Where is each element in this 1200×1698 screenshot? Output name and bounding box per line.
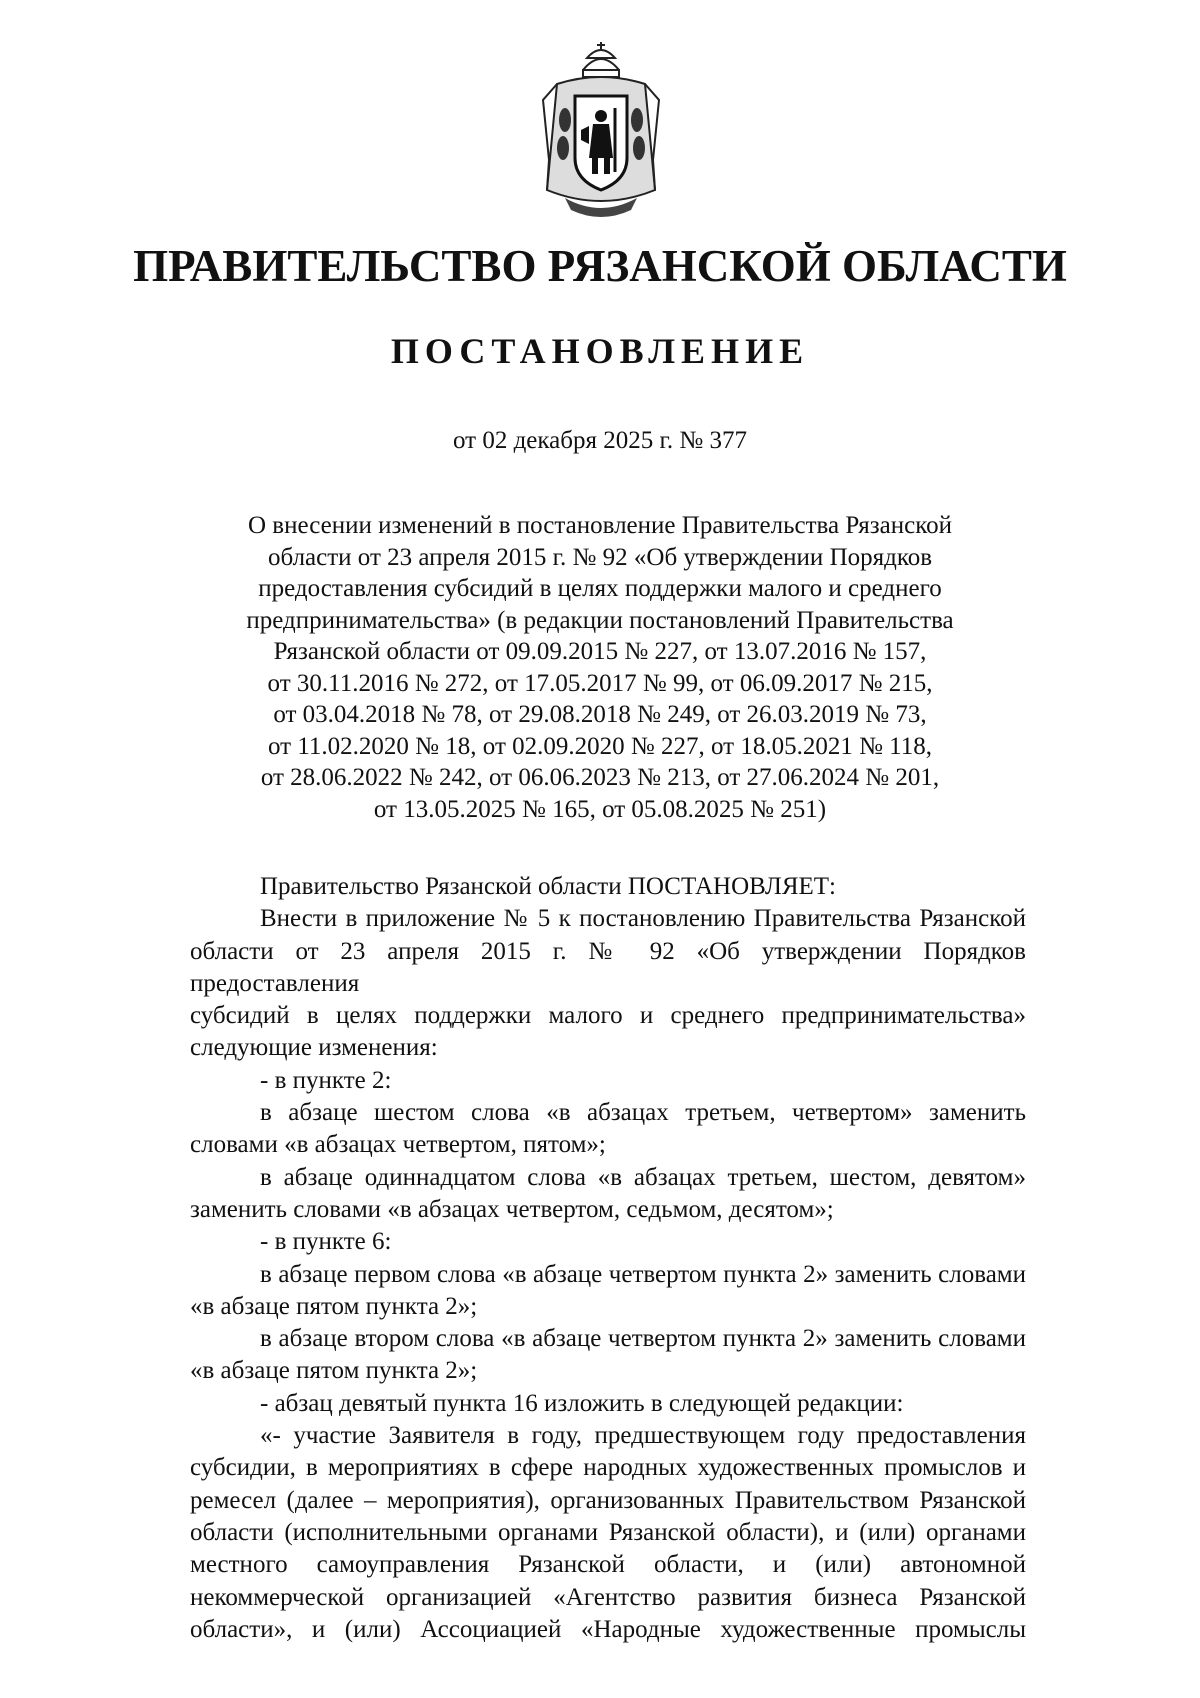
- subject-line: от 13.05.2025 № 165, от 05.08.2025 № 251): [373, 795, 827, 823]
- body-line: заменить словами «в абзацах четвертом, седьмом, десятом»;: [190, 1195, 834, 1223]
- subject-line: Рязанской области от 09.09.2015 № 227, от 13.07.2016 № 157,: [273, 638, 927, 665]
- body-line: в абзаце втором слова «в абзаце четвертом пункта 2» заменить словами: [260, 1325, 1026, 1353]
- subject-line: предпринимательства» (в редакции постановлений Правительства: [246, 606, 954, 634]
- body-line: субсидий в целях поддержки малого и среднего предпринимательства»: [190, 1002, 1026, 1030]
- body-line: области от 23 апреля 2015 г. № 92 «Об утверждении Порядков предоставления: [190, 937, 1026, 997]
- body-line: «в абзаце пятом пункта 2»;: [190, 1292, 478, 1320]
- body-line: «- участие Заявителя в году, предшествующем году предоставления: [260, 1422, 1026, 1450]
- subject-line: О внесении изменений в постановление Правительства Рязанской: [247, 512, 952, 539]
- document-date-number: от 02 декабря 2025 г. № 377: [452, 427, 748, 454]
- subject-line: области от 23 апреля 2015 г. № 92 «Об утверждении Порядков: [267, 543, 933, 571]
- body-paragraph: - в пункте 6:: [260, 1228, 392, 1256]
- body-line: в абзаце одиннадцатом слова «в абзацах третьем, шестом, девятом»: [260, 1163, 1026, 1191]
- body-line: субсидии, в мероприятиях в сфере народных художественных промыслов и: [190, 1454, 1026, 1482]
- body-line: «в абзаце пятом пункта 2»;: [190, 1357, 478, 1385]
- body-line: области (исполнительными органами Рязанской области), и (или) органами: [190, 1518, 1026, 1546]
- body-paragraph: - в пункте 2:: [260, 1066, 392, 1094]
- body-line: ремесел (далее – мероприятия), организованных Правительством Рязанской: [190, 1486, 1026, 1514]
- body-line: в абзаце шестом слова «в абзацах третьем, четвертом» заменить: [260, 1099, 1026, 1127]
- subject-line: от 11.02.2020 № 18, от 02.09.2020 № 227, от 18.05.2021 № 118,: [268, 732, 932, 760]
- body-line: местного самоуправления Рязанской области, и (или) автономной: [190, 1551, 1026, 1579]
- body-line: в абзаце первом слова «в абзаце четвертом пункта 2» заменить словами: [260, 1260, 1026, 1288]
- body-line: области», и (или) Ассоциацией «Народные художественные промыслы: [190, 1615, 1026, 1643]
- subject-line: от 28.06.2022 № 242, от 06.06.2023 № 213, от 27.06.2024 № 201,: [260, 764, 940, 791]
- document-type: ПОСТАНОВЛЕНИЕ: [390, 331, 810, 371]
- document-body: [190, 871, 1026, 1646]
- document-subject: [180, 510, 1020, 825]
- subject-line: предоставления субсидий в целях поддержки малого и среднего: [258, 575, 942, 602]
- subject-line: от 03.04.2018 № 78, от 29.08.2018 № 249, от 26.03.2019 № 73,: [273, 701, 927, 728]
- body-paragraph: - абзац девятый пункта 16 изложить в следующей редакции:: [260, 1389, 904, 1417]
- body-line: словами «в абзацах четвертом, пятом»;: [190, 1131, 606, 1159]
- coat-of-arms-emblem: [535, 40, 667, 225]
- body-line: Внести в приложение № 5 к постановлению Правительства Рязанской: [260, 905, 1026, 933]
- organization-title: ПРАВИТЕЛЬСТВО РЯЗАНСКОЙ ОБЛАСТИ: [133, 241, 1067, 291]
- body-paragraph: Правительство Рязанской области ПОСТАНОВЛЯЕТ:: [260, 873, 836, 900]
- body-line: следующие изменения:: [190, 1034, 438, 1062]
- body-line: некоммерческой организацией «Агентство развития бизнеса Рязанской: [190, 1583, 1026, 1611]
- subject-line: от 30.11.2016 № 272, от 17.05.2017 № 99, от 06.09.2017 № 215,: [267, 669, 933, 697]
